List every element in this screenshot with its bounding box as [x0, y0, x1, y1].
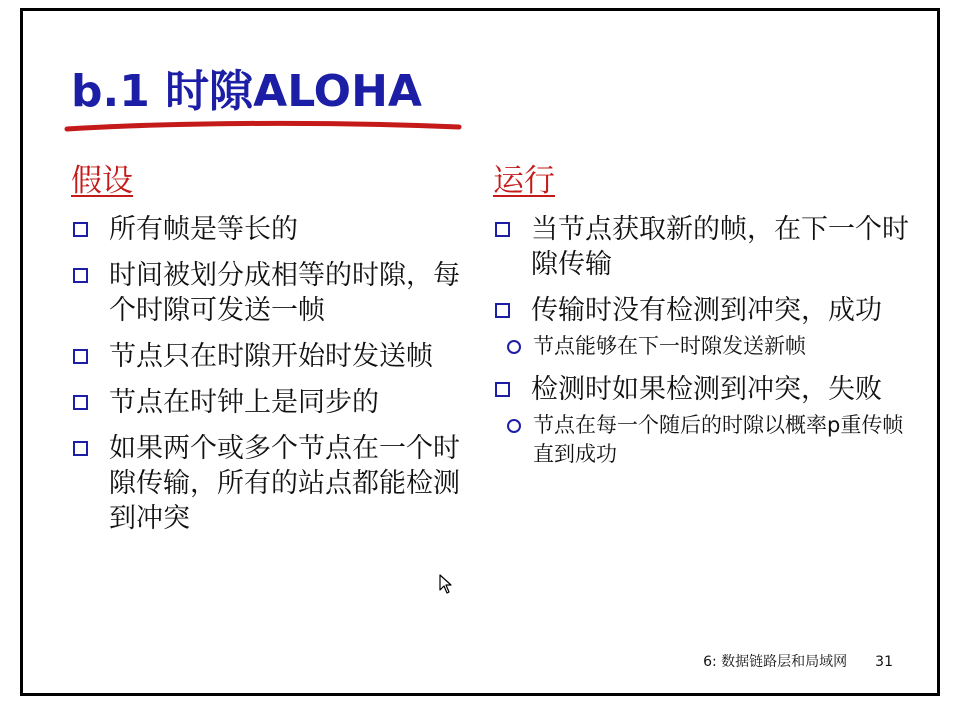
circle-bullet-icon	[507, 419, 521, 433]
list-item	[493, 212, 913, 282]
page-number: 31	[875, 654, 893, 670]
operation-text: 当节点获取新的帧，在下一个时隙传输	[531, 214, 909, 281]
square-bullet-icon	[495, 222, 510, 237]
list-item	[71, 339, 471, 374]
assumptions-column	[71, 163, 471, 547]
assumption-text: 时间被划分成相等的时隙，每个时隙可发送一帧	[109, 260, 460, 327]
slide-title: b.1 时隙ALOHA	[71, 66, 422, 117]
operation-list	[493, 212, 913, 469]
slide-footer	[703, 651, 893, 671]
square-bullet-icon	[495, 382, 510, 397]
list-item	[493, 293, 913, 361]
assumption-text: 节点在时钟上是同步的	[109, 387, 379, 419]
sub-list-item	[493, 332, 913, 361]
list-item	[493, 372, 913, 469]
assumption-text: 如果两个或多个节点在一个时隙传输，所有的站点都能检测到冲突	[109, 433, 460, 535]
sub-item-text: 节点在每一个随后的时隙以概率p重传帧直到成功	[533, 413, 904, 467]
square-bullet-icon	[73, 349, 88, 364]
assumptions-heading: 假设	[71, 163, 133, 199]
operation-heading: 运行	[493, 163, 555, 199]
square-bullet-icon	[495, 303, 510, 318]
operation-column	[493, 163, 913, 480]
mouse-pointer-icon	[439, 574, 453, 594]
slide	[20, 8, 940, 696]
list-item	[71, 212, 471, 247]
assumptions-list	[71, 212, 471, 536]
list-item	[71, 431, 471, 536]
sub-list	[531, 411, 913, 469]
square-bullet-icon	[73, 268, 88, 283]
assumption-text: 节点只在时隙开始时发送帧	[109, 341, 433, 373]
chapter-label: 6: 数据链路层和局域网	[703, 654, 848, 670]
square-bullet-icon	[73, 395, 88, 410]
circle-bullet-icon	[507, 340, 521, 354]
sub-item-text: 节点能够在下一时隙发送新帧	[533, 334, 806, 359]
title-underline	[63, 115, 463, 139]
list-item	[71, 385, 471, 420]
operation-text: 传输时没有检测到冲突，成功	[531, 295, 882, 327]
assumption-text: 所有帧是等长的	[109, 214, 298, 246]
square-bullet-icon	[73, 441, 88, 456]
sub-list	[531, 332, 913, 361]
square-bullet-icon	[73, 222, 88, 237]
operation-text: 检测时如果检测到冲突，失败	[531, 374, 882, 406]
list-item	[71, 258, 471, 328]
sub-list-item	[493, 411, 913, 469]
